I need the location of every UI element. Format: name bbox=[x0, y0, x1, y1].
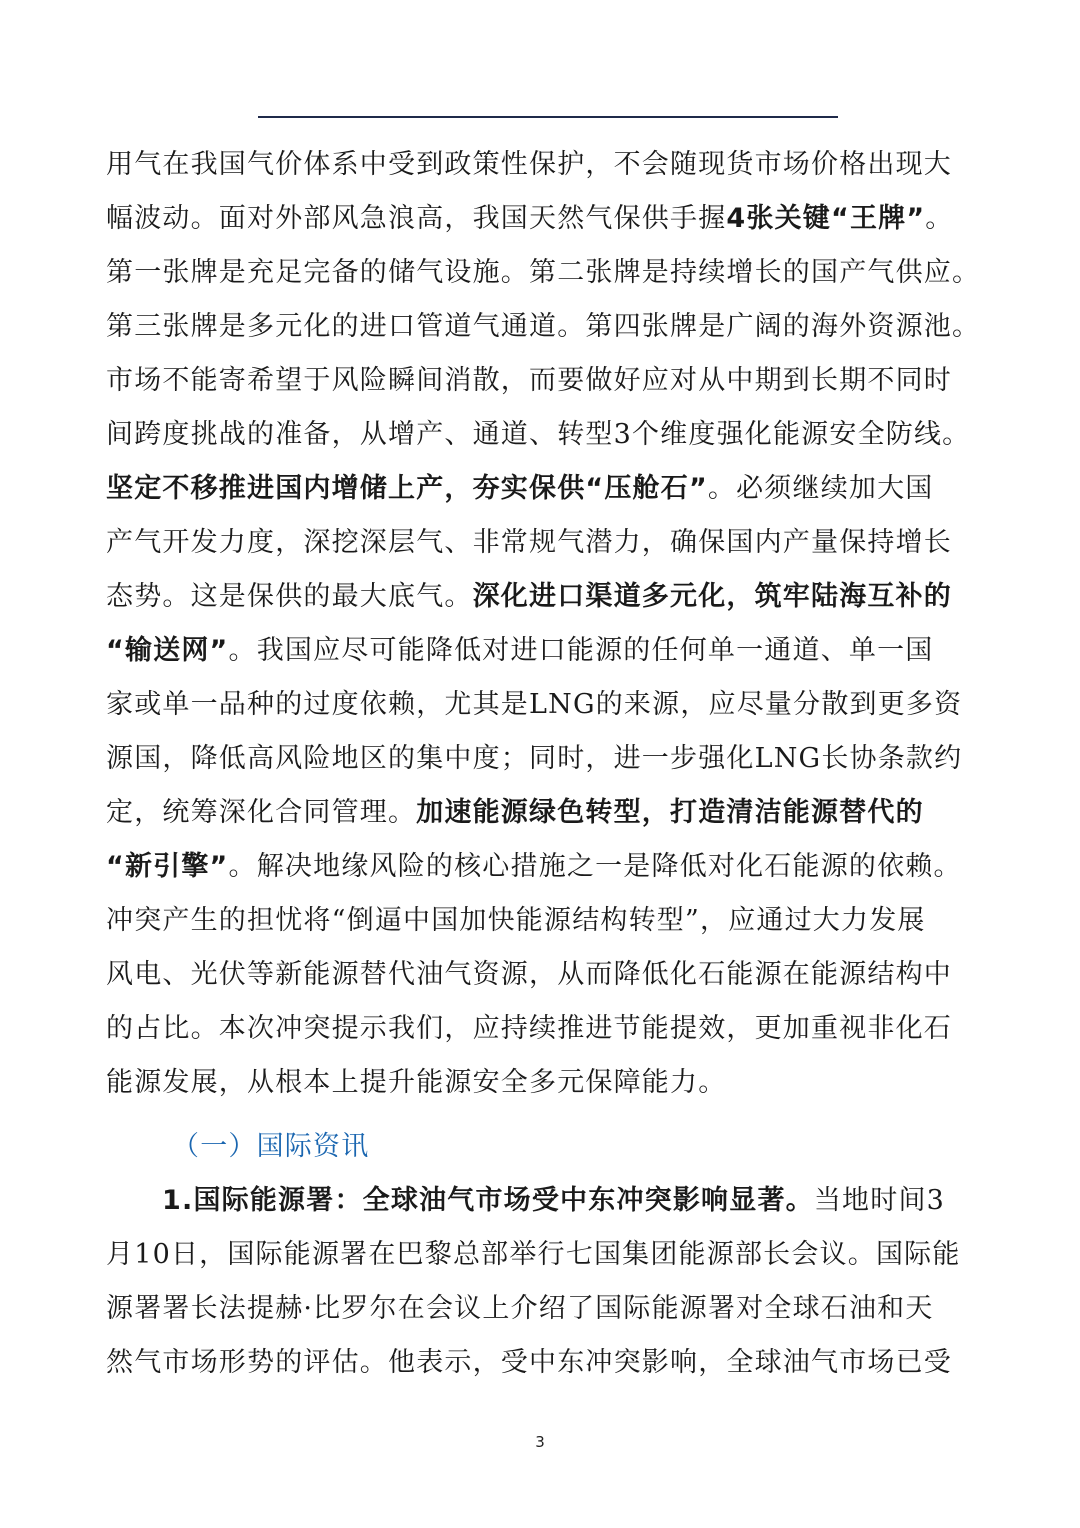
news-headline: 1.国际能源署：全球油气市场受中东冲突影响显著。 bbox=[162, 1185, 814, 1216]
body-line-18: 能源发展，从根本上提升能源安全多元保障能力。 bbox=[106, 1067, 727, 1098]
body-line-5: 市场不能寄希望于风险瞬间消散，而要做好应对从中期到长期不同时 bbox=[106, 365, 952, 396]
body-line-13: 定，统筹深化合同管理。加速能源绿色转型，打造清洁能源替代的 bbox=[106, 797, 924, 828]
bold-phrase: “新引擎” bbox=[106, 851, 229, 882]
body-line-14: “新引擎”。解决地缘风险的核心措施之一是降低对化石能源的依赖。 bbox=[106, 851, 962, 882]
bold-phrase: 坚定不移推进国内增储上产，夯实保供“压舱石” bbox=[106, 473, 708, 504]
body-line-1: 用气在我国气价体系中受到政策性保护，不会随现货市场价格出现大 bbox=[106, 149, 952, 180]
header-rule bbox=[258, 116, 838, 118]
news-line-3: 源署署长法提赫·比罗尔在会议上介绍了国际能源署对全球石油和天 bbox=[106, 1293, 934, 1324]
body-line-6: 间跨度挑战的准备，从增产、通道、转型3个维度强化能源安全防线。 bbox=[106, 419, 971, 450]
body-line-2: 幅波动。面对外部风急浪高，我国天然气保供手握4张关键“王牌”。 bbox=[106, 203, 954, 234]
body-line-15: 冲突产生的担忧将“倒逼中国加快能源结构转型”，应通过大力发展 bbox=[106, 905, 926, 936]
body-line-4: 第三张牌是多元化的进口管道气通道。第四张牌是广阔的海外资源池。 bbox=[106, 311, 981, 342]
bold-phrase: 深化进口渠道多元化，筑牢陆海互补的 bbox=[472, 581, 953, 612]
body-line-17: 的占比。本次冲突提示我们，应持续推进节能提效，更加重视非化石 bbox=[106, 1013, 952, 1044]
body-line-7: 坚定不移推进国内增储上产，夯实保供“压舱石”。必须继续加大国 bbox=[106, 473, 934, 504]
bold-phrase: “输送网” bbox=[106, 635, 229, 666]
body-line-16: 风电、光伏等新能源替代油气资源，从而降低化石能源在能源结构中 bbox=[106, 959, 952, 990]
news-line-2: 月10日，国际能源署在巴黎总部举行七国集团能源部长会议。国际能 bbox=[106, 1239, 961, 1270]
news-line-4: 然气市场形势的评估。他表示，受中东冲突影响，全球油气市场已受 bbox=[106, 1347, 952, 1378]
body-line-3: 第一张牌是充足完备的储气设施。第二张牌是持续增长的国产气供应。 bbox=[106, 257, 981, 288]
body-line-9: 态势。这是保供的最大底气。深化进口渠道多元化，筑牢陆海互补的 bbox=[106, 581, 953, 612]
body-line-8: 产气开发力度，深挖深层气、非常规气潜力，确保国内产量保持增长 bbox=[106, 527, 952, 558]
body-line-10: “输送网”。我国应尽可能降低对进口能源的任何单一通道、单一国 bbox=[106, 635, 934, 666]
page-number: 3 bbox=[535, 1433, 545, 1451]
section-heading: （一）国际资讯 bbox=[172, 1131, 370, 1162]
body-line-12: 源国，降低高风险地区的集中度；同时，进一步强化LNG长协条款约 bbox=[106, 743, 963, 774]
body-line-11: 家或单一品种的过度依赖，尤其是LNG的来源，应尽量分散到更多资 bbox=[106, 689, 963, 720]
bold-phrase: 加速能源绿色转型，打造清洁能源替代的 bbox=[416, 797, 924, 828]
news-line-1: 1.国际能源署：全球油气市场受中东冲突影响显著。当地时间3 bbox=[162, 1185, 946, 1216]
bold-phrase: 4张关键“王牌” bbox=[726, 203, 926, 234]
